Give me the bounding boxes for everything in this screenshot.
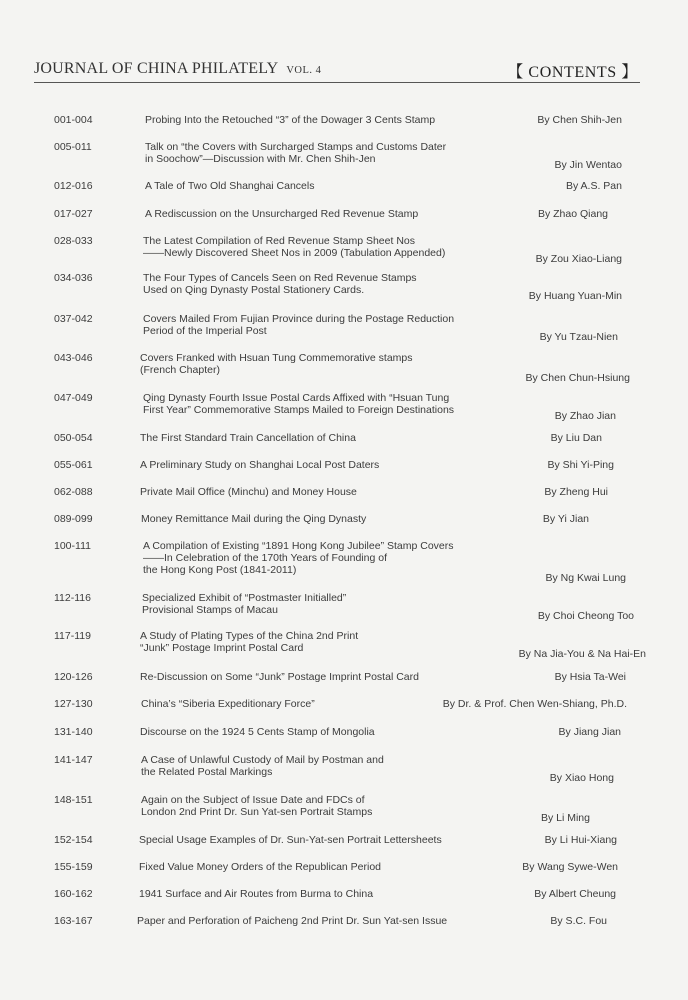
article-title-line: A Study of Plating Types of the China 2nd Print xyxy=(140,630,359,642)
article-author: By Zou Xiao-Liang xyxy=(535,253,622,265)
article-author: By Wang Sywe-Wen xyxy=(522,861,618,873)
page-range: 062-088 xyxy=(54,486,93,498)
article-title-line: China’s “Siberia Expeditionary Force” xyxy=(141,698,315,710)
article-title-line: The Latest Compilation of Red Revenue Stamp Sheet Nos xyxy=(143,235,415,247)
page-range: 112-116 xyxy=(54,592,91,604)
page-range: 037-042 xyxy=(54,313,93,325)
article-author: By S.C. Fou xyxy=(550,915,607,927)
article-title-line: Fixed Value Money Orders of the Republican Period xyxy=(139,861,382,873)
article-author: By Zheng Hui xyxy=(544,486,608,498)
article-author: By Li Ming xyxy=(540,812,590,824)
page-range: 127-130 xyxy=(54,698,93,710)
article-title xyxy=(139,888,489,900)
journal-title-text: JOURNAL OF CHINA PHILATELY xyxy=(34,60,279,77)
article-title xyxy=(143,540,493,576)
article-title-line: A Rediscussion on the Unsurcharged Red Revenue Stamp xyxy=(145,208,419,220)
article-title-line: ——In Celebration of the 170th Years of Founding of xyxy=(143,552,387,564)
article-author: By Chen Shih-Jen xyxy=(537,114,622,126)
page-range: 155-159 xyxy=(54,861,93,873)
article-title xyxy=(140,486,490,498)
page-range: 017-027 xyxy=(54,208,93,220)
article-title xyxy=(143,313,493,337)
article-author: By Shi Yi-Ping xyxy=(547,459,614,471)
article-author: By Liu Dan xyxy=(550,432,602,444)
article-author: By Choi Cheong Too xyxy=(537,610,634,622)
article-title-line: the Hong Kong Post (1841-2011) xyxy=(143,564,297,576)
article-author: By Zhao Qiang xyxy=(537,208,608,220)
article-author: By Jiang Jian xyxy=(558,726,621,738)
page-range: 120-126 xyxy=(54,671,93,683)
article-title-line: (French Chapter) xyxy=(140,364,220,376)
article-title xyxy=(139,861,489,873)
article-title xyxy=(140,432,490,444)
article-title-line: Talk on “the Covers with Surcharged Stamps and Customs Dater xyxy=(145,141,447,153)
article-author: By Na Jia-You & Na Hai-En xyxy=(518,648,646,660)
article-title xyxy=(141,513,491,525)
section-title: 【 CONTENTS 】 xyxy=(507,64,638,81)
article-title xyxy=(140,726,490,738)
volume-label: VOL. 4 xyxy=(286,65,322,76)
page-range: 005-011 xyxy=(54,141,92,153)
article-title xyxy=(137,915,487,927)
page-range: 034-036 xyxy=(54,272,93,284)
article-title-line: “Junk” Postage Imprint Postal Card xyxy=(140,642,304,654)
article-title-line: Covers Franked with Hsuan Tung Commemorative stamps xyxy=(140,352,413,364)
article-title xyxy=(145,180,495,192)
article-title-line: Discourse on the 1924 5 Cents Stamp of Mongolia xyxy=(140,726,375,738)
article-title xyxy=(140,630,490,654)
article-title-line: in Soochow”—Discussion with Mr. Chen Shih-Jen xyxy=(145,153,376,165)
page-range: 131-140 xyxy=(54,726,93,738)
article-title-line: Covers Mailed From Fujian Province during the Postage Reduction xyxy=(143,313,455,325)
article-title-line: Paper and Perforation of Paicheng 2nd Print Dr. Sun Yat-sen Issue xyxy=(137,915,448,927)
article-title xyxy=(145,141,495,165)
article-title-line: Re-Discussion on Some “Junk” Postage Imprint Postal Card xyxy=(140,671,419,683)
article-author: By Li Hui-Xiang xyxy=(544,834,617,846)
page-range: 012-016 xyxy=(54,180,93,192)
page-range: 001-004 xyxy=(54,114,93,126)
article-author: By Huang Yuan-Min xyxy=(528,290,622,302)
article-author: By Dr. & Prof. Chen Wen-Shiang, Ph.D. xyxy=(442,698,627,710)
page-range: 117-119 xyxy=(54,630,91,642)
article-author: By Chen Chun-Hsiung xyxy=(525,372,630,384)
article-title xyxy=(141,794,491,818)
article-title xyxy=(140,459,490,471)
article-title-line: Probing Into the Retouched “3” of the Dowager 3 Cents Stamp xyxy=(145,114,436,126)
article-title xyxy=(142,592,492,616)
page-range: 055-061 xyxy=(54,459,93,471)
article-title-line: A Preliminary Study on Shanghai Local Post Daters xyxy=(140,459,380,471)
article-title-line: Money Remittance Mail during the Qing Dynasty xyxy=(141,513,367,525)
article-title xyxy=(145,114,495,126)
header-rule xyxy=(34,82,640,83)
article-title-line: Special Usage Examples of Dr. Sun-Yat-sen Portrait Lettersheets xyxy=(139,834,442,846)
article-title xyxy=(140,671,490,683)
article-title-line: Period of the Imperial Post xyxy=(143,325,267,337)
article-title xyxy=(143,272,493,296)
article-title xyxy=(141,698,491,710)
article-title-line: Provisional Stamps of Macau xyxy=(142,604,278,616)
page-range: 141-147 xyxy=(54,754,93,766)
page-range: 163-167 xyxy=(54,915,93,927)
article-title-line: First Year” Commemorative Stamps Mailed to Foreign Destinations xyxy=(143,404,455,416)
article-title-line: 1941 Surface and Air Routes from Burma to China xyxy=(139,888,374,900)
article-title-line: Again on the Subject of Issue Date and FDCs of xyxy=(141,794,365,806)
article-title-line: Specialized Exhibit of “Postmaster Initialled” xyxy=(142,592,347,604)
article-title-line: the Related Postal Markings xyxy=(141,766,273,778)
article-title xyxy=(141,754,491,778)
article-title-line: The Four Types of Cancels Seen on Red Revenue Stamps xyxy=(143,272,417,284)
article-author: By Yi Jian xyxy=(542,513,589,525)
article-title-line: A Compilation of Existing “1891 Hong Kong Jubilee” Stamp Covers xyxy=(143,540,454,552)
article-author: By Xiao Hong xyxy=(549,772,614,784)
article-title-line: A Tale of Two Old Shanghai Cancels xyxy=(145,180,315,192)
page-range: 050-054 xyxy=(54,432,93,444)
page-range: 043-046 xyxy=(54,352,93,364)
article-title-line: Private Mail Office (Minchu) and Money House xyxy=(140,486,357,498)
article-title xyxy=(139,834,489,846)
article-author: By A.S. Pan xyxy=(565,180,622,192)
article-author: By Ng Kwai Lung xyxy=(545,572,626,584)
article-title-line: ——Newly Discovered Sheet Nos in 2009 (Tabulation Appended) xyxy=(143,247,446,259)
article-title xyxy=(143,235,493,259)
article-title-line: Used on Qing Dynasty Postal Stationery Cards. xyxy=(143,284,365,296)
journal-title xyxy=(34,60,321,78)
article-author: By Jin Wentao xyxy=(554,159,622,171)
article-title-line: A Case of Unlawful Custody of Mail by Postman and xyxy=(141,754,384,766)
article-title-line: Qing Dynasty Fourth Issue Postal Cards Affixed with “Hsuan Tung xyxy=(143,392,450,404)
page-range: 047-049 xyxy=(54,392,93,404)
article-author: By Hsia Ta-Wei xyxy=(554,671,626,683)
article-title-line: London 2nd Print Dr. Sun Yat-sen Portrait Stamps xyxy=(141,806,373,818)
page-range: 152-154 xyxy=(54,834,93,846)
article-author: By Albert Cheung xyxy=(534,888,616,900)
page-range: 100-111 xyxy=(54,540,91,552)
article-author: By Yu Tzau-Nien xyxy=(539,331,618,343)
article-author: By Zhao Jian xyxy=(554,410,616,422)
page-range: 160-162 xyxy=(54,888,93,900)
page-range: 028-033 xyxy=(54,235,93,247)
page-range: 148-151 xyxy=(54,794,93,806)
article-title xyxy=(145,208,495,220)
article-title xyxy=(140,352,490,376)
page-header xyxy=(34,58,640,82)
article-title xyxy=(143,392,493,416)
page-range: 089-099 xyxy=(54,513,93,525)
article-title-line: The First Standard Train Cancellation of China xyxy=(140,432,356,444)
